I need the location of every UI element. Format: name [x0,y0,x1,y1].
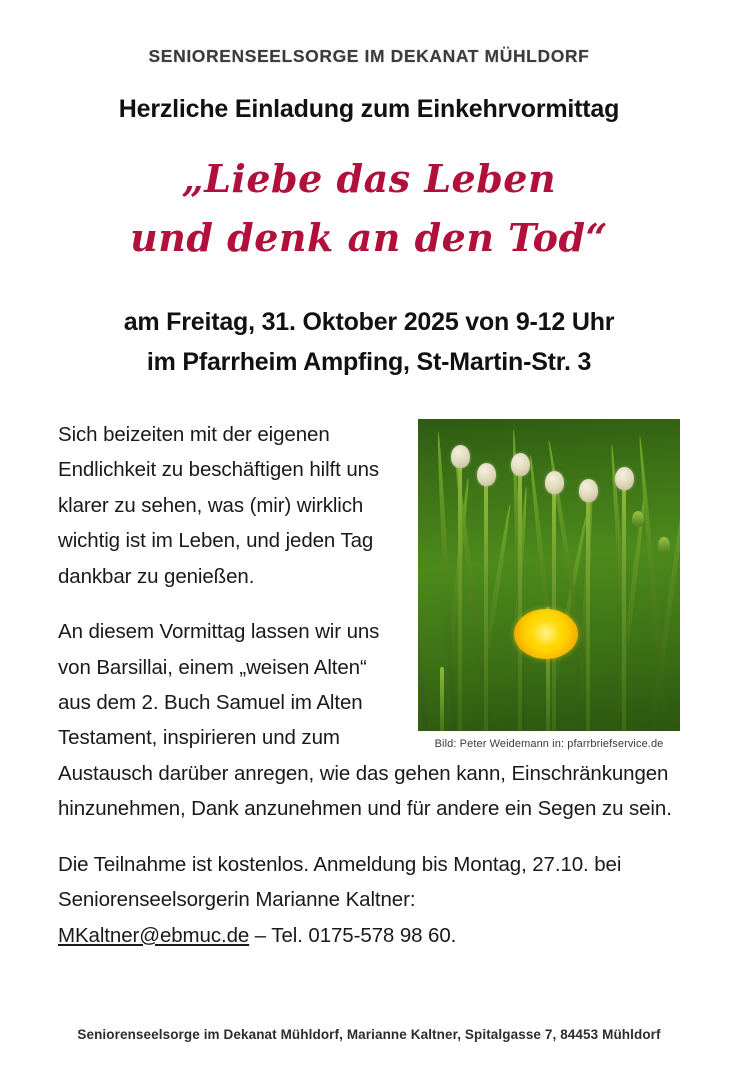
phone-text: – Tel. 0175-578 98 60. [249,923,457,947]
event-location: im Pfarrheim Ampfing, St-Martin-Str. 3 [146,348,592,377]
photo-credit: Bild: Peter Weidemann in: pfarrbriefservice.de [434,737,664,750]
body-paragraph-1: Sich beizeiten mit der eigenen Endlichkeit zu beschäftigen hilft uns klarer zu sehen, was (mir) wirklich wichtig ist im Leben, und jeden Tag dankbar zu genießen. [58,422,380,588]
event-details [58,302,680,383]
dandelion-flower [514,609,578,659]
body-area [58,417,680,953]
event-datetime: am Freitag, 31. Oktober 2025 von 9-12 Uhr [123,307,615,336]
body-paragraph-2: An diesem Vormittag lassen wir uns von Barsillai, einem „weisen Alten“ aus dem 2. Buch Samuel im Alten Testament, inspirieren und zum Austausch darüber anregen, wie das gehen kann, Einschränkungen hinzunehmen, Dank anzunehmen und für andere ein Segen zu sein. [58,620,672,821]
event-title-line-1: „Liebe das Leben [181,156,557,201]
body-paragraph-3 [58,847,680,953]
dandelion-photo [418,419,680,731]
flyer-page [0,46,738,1070]
invitation-line: Herzliche Einladung zum Einkehrvormittag [118,95,620,123]
event-title-line-2: und denk an den Tod“ [130,214,608,260]
event-title [58,150,680,268]
footer-address: Seniorenseelsorge im Dekanat Mühldorf, Marianne Kaltner, Spitalgasse 7, 84453 Mühldorf [77,1027,661,1042]
photo-figure [418,419,680,750]
email-link[interactable]: MKaltner@ebmuc.de [58,923,250,947]
registration-text: Die Teilnahme ist kostenlos. Anmeldung bis Montag, 27.10. bei Seniorenseelsorgerin Marianne Kaltner: [58,852,622,912]
organization-header: SENIORENSEELSORGE IM DEKANAT MÜHLDORF [148,46,590,66]
